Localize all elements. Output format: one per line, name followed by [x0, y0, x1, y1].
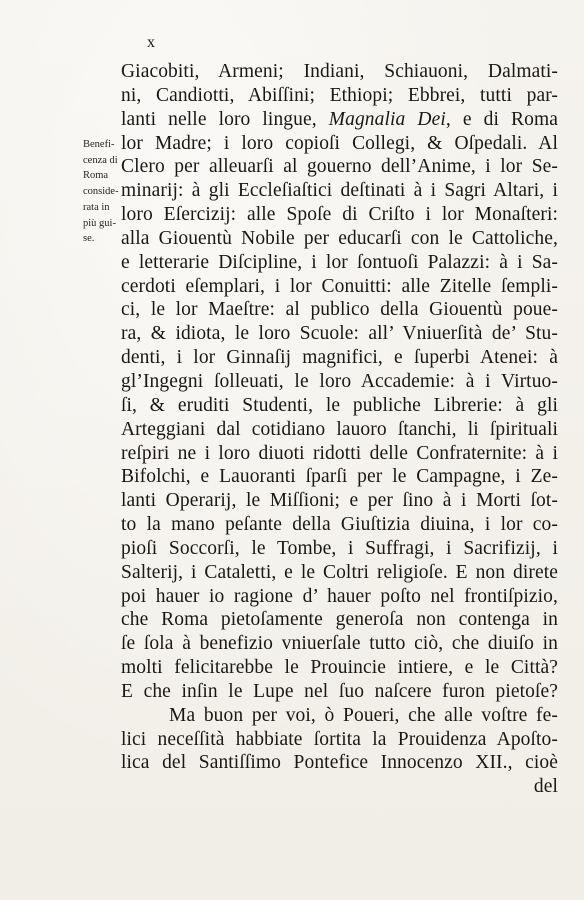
text-line-segment: Ma buon per voi, ò Poueri, che alle voſtre fe- [169, 704, 558, 726]
text-line [121, 275, 558, 299]
text-line [121, 60, 558, 84]
text-line [121, 656, 558, 680]
text-line-segment: lanti Operarij, le Miſſioni; e per ſino à i Morti ſot- [121, 490, 558, 512]
text-line [121, 561, 558, 585]
text-line-segment: Clero per alleuarſi al gouerno dell’Anime, i lor Se- [121, 156, 558, 178]
text-line [121, 298, 558, 322]
text-line [121, 370, 558, 394]
text-line [121, 632, 558, 656]
text-line-segment: gl’Ingegni ſolleuati, le loro Accademie: à i Virtuo- [121, 370, 558, 392]
text-line [121, 751, 558, 775]
italic-phrase: Magnalia Dei [328, 108, 446, 130]
text-line-segment: lica del Santiſſimo Pontefice Innocenzo XII., cioè [121, 752, 558, 774]
text-line [121, 489, 558, 513]
text-line [121, 394, 558, 418]
margin-note-line: più gui- [83, 217, 116, 229]
text-line-segment: ſe ſola à benefizio vniuerſale tutto ciò, che diuiſo in [121, 633, 558, 655]
text-line [121, 322, 558, 346]
text-line-segment: minarij: à gli Eccleſiaſtici deſtinati à i Sagri Altari, i [121, 180, 558, 202]
text-line-segment: cerdoti eſemplari, i lor Conuitti: alle Zitelle ſempli- [121, 275, 558, 297]
text-line-segment: Bifolchi, e Lauoranti ſparſi per le Campagne, i Ze- [121, 466, 558, 488]
text-line-segment: Arteggiani dal cotidiano lauoro ſtanchi, li ſpirituali [121, 418, 558, 440]
text-line [121, 155, 558, 179]
margin-note-line: se. [83, 233, 95, 245]
text-line [121, 537, 558, 561]
margin-note-line: Roma [83, 170, 109, 182]
text-line-segment: denti, i lor Ginnaſij magnifici, e ſuperbi Atenei: à [121, 347, 558, 369]
text-line [121, 465, 558, 489]
page-number: x [147, 34, 156, 51]
text-line [121, 585, 558, 609]
margin-note-line: conside- [83, 186, 119, 198]
text-line-segment: ni, Candiotti, Abiſſini; Ethiopi; Ebbrei, tutti par- [121, 84, 558, 106]
text-line [121, 775, 558, 799]
text-line [121, 227, 558, 251]
text-line-segment: e letterarie Diſcipline, i lor ſontuoſi Palazzi: à i Sa- [121, 251, 558, 273]
text-line-segment: ra, & idiota, le loro Scuole: all’ Vniuerſità de’ Stu- [121, 323, 558, 345]
text-line [121, 108, 558, 132]
text-line [121, 513, 558, 537]
margin-note-line: Benefi- [83, 139, 115, 150]
text-line-segment: lici neceſſità habbiate ſortita la Prouidenza Apoſto- [121, 728, 558, 750]
text-line [121, 680, 558, 704]
text-line-segment: che Roma pietoſamente generoſa non contenga in [121, 609, 558, 631]
text-line [121, 132, 558, 156]
text-line [121, 418, 558, 442]
text-line [121, 704, 558, 728]
text-line [121, 179, 558, 203]
text-line-segment: ſi, & eruditi Studenti, le publiche Librerie: à gli [121, 394, 558, 416]
text-line [121, 203, 558, 227]
text-line-segment: E che inſin le Lupe nel ſuo naſcere furon pietoſe? [121, 680, 558, 702]
text-line-segment: reſpiri ne i loro diuoti ridotti delle Confraternite: à i [121, 442, 558, 464]
margin-note-line: cenza di [83, 154, 118, 166]
text-line-segment: ci, le lor Maeſtre: al publico della Giouentù poue- [121, 299, 558, 321]
text-line [121, 728, 558, 752]
text-line [121, 346, 558, 370]
text-line-segment: , e di Roma [445, 108, 558, 130]
margin-note-line: rata in [83, 201, 110, 213]
text-line-segment: Giacobiti, Armeni; Indiani, Schiauoni, Dalmati- [121, 61, 558, 82]
text-line-segment: pioſi Soccorſi, le Tombe, i Suffragi, i Sacrifizij, i [121, 537, 558, 559]
text-line-segment: molti felicitarebbe le Prouincie intiere, e le Città? [121, 657, 558, 679]
text-line-segment: poi hauer io ragione d’ hauer poſto nel frontiſpizio, [121, 585, 558, 607]
text-line [121, 442, 558, 466]
text-line-segment: to la mano peſante della Giuſtizia diuina, i lor co- [121, 514, 558, 536]
text-line-segment: lor Madre; i loro copioſi Collegi, & Oſpedali. Al [121, 132, 558, 154]
text-line [121, 608, 558, 632]
text-line [121, 84, 558, 108]
text-line-segment: loro Eſercizij: alle Spoſe di Criſto i lor Monaſteri: [121, 204, 558, 226]
body-text [121, 60, 558, 799]
text-line-segment: lanti nelle loro lingue, [121, 108, 329, 130]
text-line-segment: del [533, 776, 558, 798]
text-line-segment: alla Giouentù Nobile per educarſi con le Cattoliche, [121, 227, 558, 249]
text-line [121, 251, 558, 275]
text-line-segment: Salterij, i Cataletti, e le Coltri religioſe. E non direte [121, 561, 558, 583]
margin-note [83, 137, 123, 247]
